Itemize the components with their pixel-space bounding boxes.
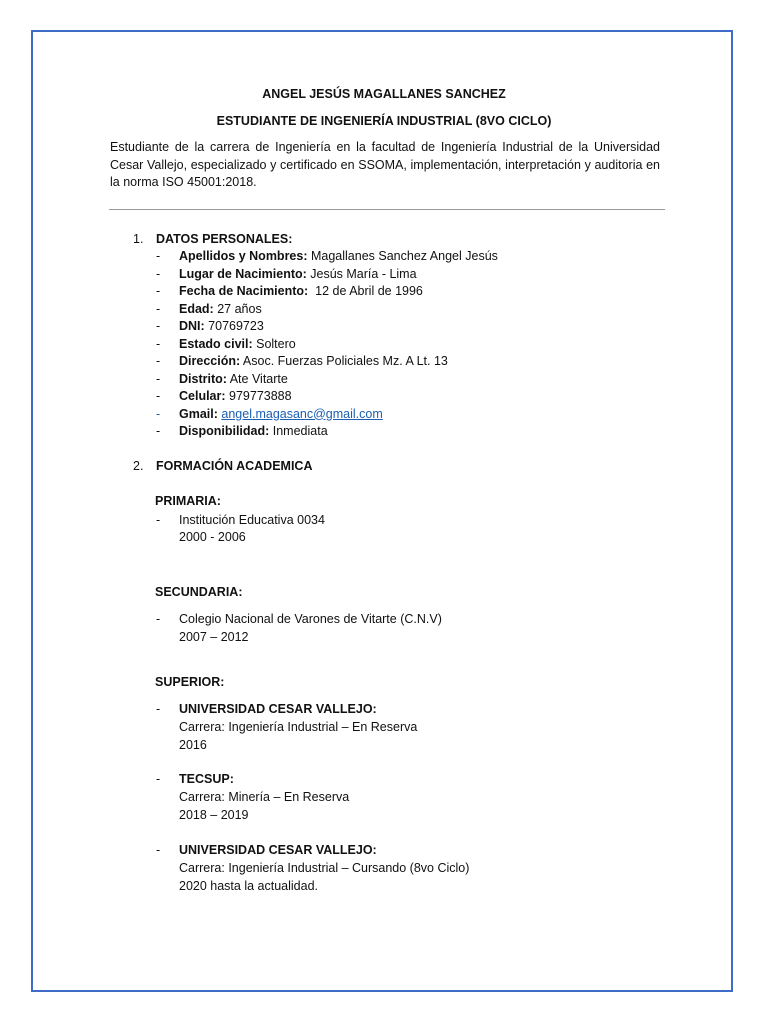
personal-item bbox=[179, 248, 498, 265]
item-value: Asoc. Fuerzas Policiales Mz. A Lt. 13 bbox=[240, 354, 448, 368]
list-dash: - bbox=[156, 301, 161, 316]
superior-institution: UNIVERSIDAD CESAR VALLEJO: bbox=[179, 702, 377, 716]
candidate-subtitle: ESTUDIANTE DE INGENIERÍA INDUSTRIAL (8VO CICLO) bbox=[216, 114, 552, 128]
section-number-education: 2. bbox=[133, 459, 144, 473]
list-dash: - bbox=[156, 371, 161, 386]
item-label: Celular: bbox=[179, 389, 226, 403]
item-value: Magallanes Sanchez Angel Jesús bbox=[307, 249, 498, 263]
item-label: Estado civil: bbox=[179, 336, 253, 351]
list-dash: - bbox=[156, 772, 161, 786]
personal-item bbox=[179, 266, 417, 283]
list-dash: - bbox=[156, 424, 161, 438]
list-dash: - bbox=[156, 354, 161, 368]
item-label: Disponibilidad: bbox=[179, 424, 270, 438]
profile-summary: Estudiante de la carrera de Ingeniería en la facultad de Ingeniería Industrial de la Universidad Cesar Vallejo, especializado y certificado en SSOMA, implementación, interpretación y auditoria en la norma ISO 45001:2018. bbox=[110, 140, 660, 189]
list-dash: - bbox=[156, 266, 161, 281]
item-value: Ate Vitarte bbox=[226, 371, 288, 386]
item-label: Fecha de Nacimiento: bbox=[179, 284, 309, 298]
superior-heading: SUPERIOR: bbox=[155, 675, 225, 689]
list-dash: - bbox=[156, 249, 161, 263]
item-label: Gmail: bbox=[179, 406, 218, 421]
secondary-heading: SECUNDARIA: bbox=[155, 585, 243, 599]
superior-period: 2020 hasta la actualidad. bbox=[179, 879, 318, 893]
email-link[interactable]: angel.magasanc@gmail.com bbox=[221, 406, 383, 421]
superior-career: Carrera: Minería – En Reserva bbox=[179, 790, 350, 804]
personal-item bbox=[179, 406, 383, 423]
section-heading-personal: DATOS PERSONALES: bbox=[156, 232, 293, 246]
list-dash: - bbox=[156, 284, 161, 298]
item-value: 70769723 bbox=[204, 319, 264, 333]
item-label: Edad: bbox=[179, 301, 214, 316]
item-value: Jesús María - Lima bbox=[306, 266, 417, 281]
item-value: 979773888 bbox=[225, 389, 292, 403]
item-label: Lugar de Nacimiento: bbox=[179, 266, 307, 281]
item-label: Apellidos y Nombres: bbox=[179, 249, 308, 263]
section-heading-education: FORMACIÓN ACADEMICA bbox=[156, 459, 313, 473]
primary-heading: PRIMARIA: bbox=[155, 494, 221, 508]
item-value: 12 de Abril de 1996 bbox=[308, 284, 423, 298]
candidate-name: ANGEL JESÚS MAGALLANES SANCHEZ bbox=[262, 87, 506, 101]
list-dash: - bbox=[156, 406, 161, 421]
section-number-personal: 1. bbox=[133, 232, 144, 246]
primary-years: 2000 - 2006 bbox=[179, 530, 246, 544]
personal-item bbox=[179, 371, 288, 388]
secondary-school: Colegio Nacional de Varones de Vitarte (C.N.V) bbox=[179, 612, 442, 626]
superior-career: Carrera: Ingeniería Industrial – Cursando (8vo Ciclo) bbox=[179, 861, 470, 875]
superior-institution: TECSUP: bbox=[179, 772, 234, 786]
personal-item bbox=[179, 318, 264, 335]
list-dash: - bbox=[156, 319, 161, 333]
personal-item bbox=[179, 283, 423, 300]
section-divider bbox=[109, 209, 665, 210]
personal-item bbox=[179, 423, 328, 440]
superior-career: Carrera: Ingeniería Industrial – En Reserva bbox=[179, 720, 418, 734]
personal-item bbox=[179, 388, 292, 405]
superior-period: 2016 bbox=[179, 738, 207, 752]
list-dash: - bbox=[156, 336, 161, 351]
item-label: DNI: bbox=[179, 319, 205, 333]
personal-item bbox=[179, 336, 296, 353]
list-dash: - bbox=[156, 513, 161, 527]
secondary-years: 2007 – 2012 bbox=[179, 630, 249, 644]
item-value: Soltero bbox=[252, 336, 296, 351]
item-label: Dirección: bbox=[179, 354, 241, 368]
personal-item bbox=[179, 301, 262, 318]
item-label: Distrito: bbox=[179, 371, 227, 386]
list-dash: - bbox=[156, 612, 161, 626]
item-value: 27 años bbox=[213, 301, 262, 316]
primary-school: Institución Educativa 0034 bbox=[179, 513, 325, 527]
list-dash: - bbox=[156, 389, 161, 403]
personal-item bbox=[179, 353, 448, 370]
superior-institution: UNIVERSIDAD CESAR VALLEJO: bbox=[179, 843, 377, 857]
list-dash: - bbox=[156, 702, 161, 716]
list-dash: - bbox=[156, 843, 161, 857]
item-value: Inmediata bbox=[269, 424, 328, 438]
superior-period: 2018 – 2019 bbox=[179, 808, 249, 822]
